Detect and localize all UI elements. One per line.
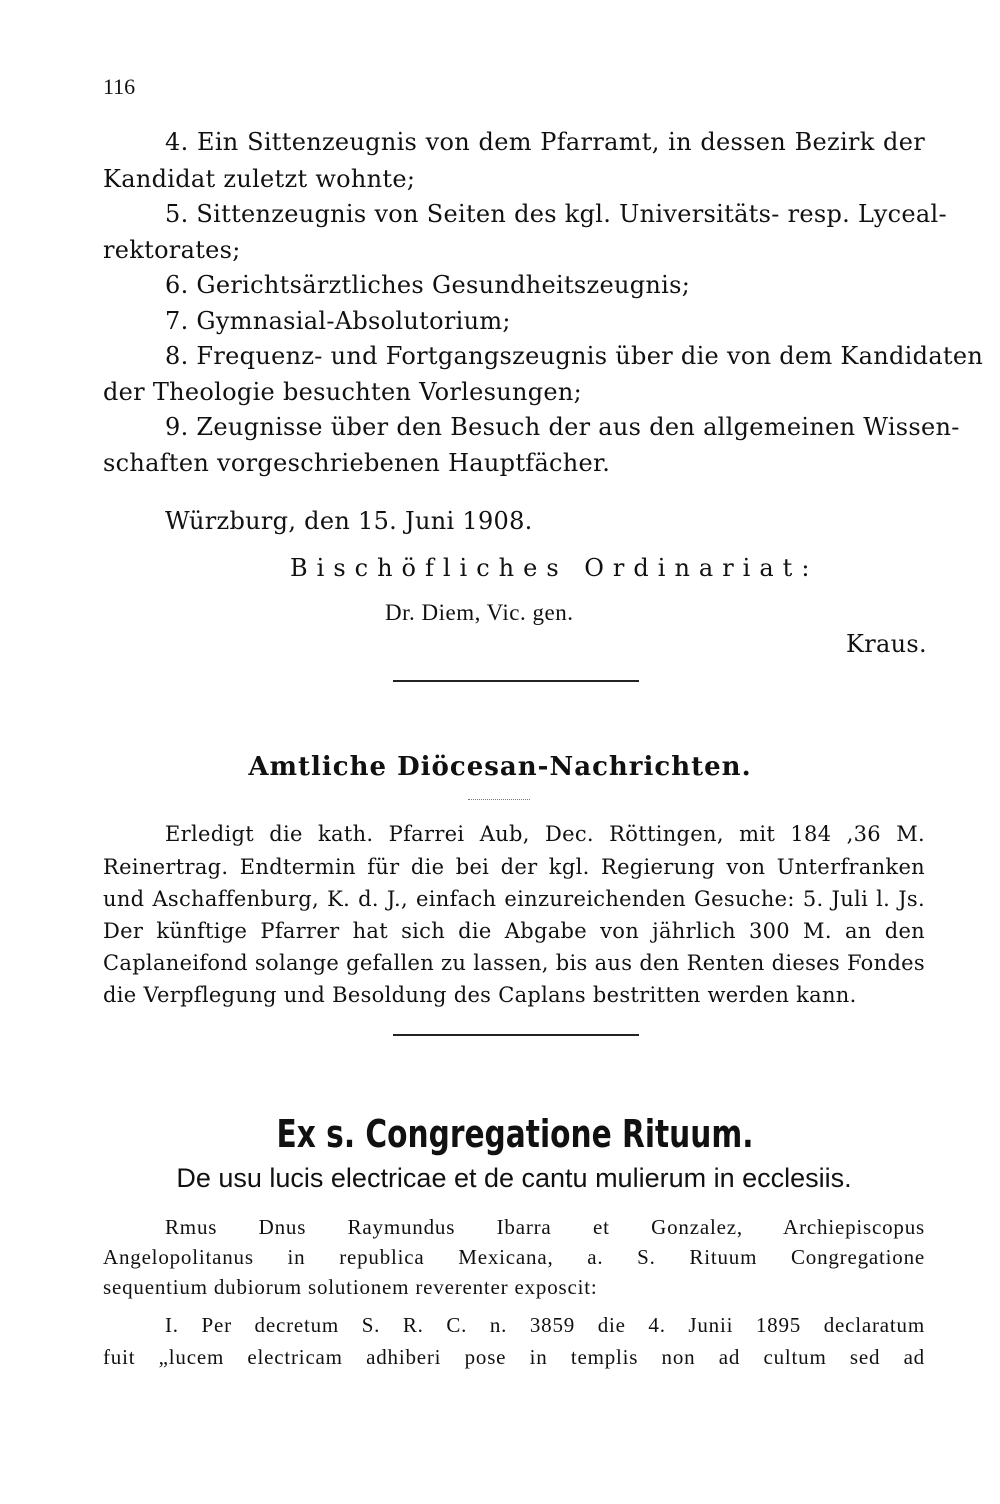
list-item-5-line2: rektorates; [103, 236, 241, 264]
divider-rule [393, 680, 639, 682]
notice-line-5: Caplaneifond solange gefallen zu lassen, bis aus den Renten dieses Fondes [103, 951, 925, 975]
latin-line-1: Rmus Dnus Raymundus Ibarra et Gonzalez, Archiepiscopus [165, 1215, 925, 1239]
latin-subheading: De usu lucis electricae et de cantu mulierum in ecclesiis. [176, 1163, 852, 1193]
latin-line-5: fuit „lucem electricam adhiberi pose in templis non ad cultum sed ad [103, 1345, 925, 1369]
signatory: Dr. Diem, Vic. gen. [385, 600, 574, 625]
notice-line-6: die Verpflegung und Besoldung des Caplans bestritten werden kann. [103, 983, 857, 1007]
notice-line-2: Reinertrag. Endtermin für die bei der kgl. Regierung von Unterfranken [103, 855, 925, 879]
list-item-7: 7. Gymnasial-Absolutorium; [165, 307, 511, 335]
list-item-8-line2: der Theologie besuchten Vorlesungen; [103, 378, 583, 406]
list-item-5-line1: 5. Sittenzeugnis von Seiten des kgl. Universitäts- resp. Lyceal- [165, 200, 947, 228]
ornament-dots [468, 799, 530, 800]
latin-line-2: Angelopolitanus in republica Mexicana, a. S. Rituum Congregatione [103, 1245, 925, 1269]
latin-line-4: I. Per decretum S. R. C. n. 3859 die 4. Junii 1895 declaratum [165, 1313, 925, 1337]
section-heading: Amtliche Diöcesan-Nachrichten. [248, 752, 752, 782]
divider-rule-2 [393, 1034, 639, 1036]
list-item-4-line2: Kandidat zuletzt wohnte; [103, 165, 416, 193]
notice-line-1: Erledigt die kath. Pfarrei Aub, Dec. Röttingen, mit 184 ,36 M. [165, 822, 925, 846]
latin-line-3: sequentium dubiorum solutionem reverenter exposcit: [103, 1275, 598, 1299]
notice-line-4: Der künftige Pfarrer hat sich die Abgabe von jährlich 300 M. an den [103, 919, 925, 943]
list-item-6: 6. Gerichtsärztliches Gesundheitszeugnis; [165, 271, 691, 299]
issuer: Bischöfliches Ordinariat: [290, 554, 819, 582]
list-item-4-line1: 4. Ein Sittenzeugnis von dem Pfarramt, in dessen Bezirk der [165, 128, 925, 156]
dateline: Würzburg, den 15. Juni 1908. [165, 507, 533, 535]
list-item-8-line1: 8. Frequenz- und Fortgangszeugnis über die von dem Kandidaten [165, 342, 984, 370]
latin-heading: Ex s. Congregatione Rituum. [276, 1112, 754, 1156]
list-item-9-line1: 9. Zeugnisse über den Besuch der aus den allgemeinen Wissen- [165, 413, 960, 441]
list-item-9-line2: schaften vorgeschriebenen Hauptfächer. [103, 449, 611, 477]
countersign: Kraus. [846, 630, 927, 658]
notice-line-3: und Aschaffenburg, K. d. J., einfach einzureichenden Gesuche: 5. Juli l. Js. [103, 887, 925, 911]
page-number: 116 [103, 74, 136, 99]
